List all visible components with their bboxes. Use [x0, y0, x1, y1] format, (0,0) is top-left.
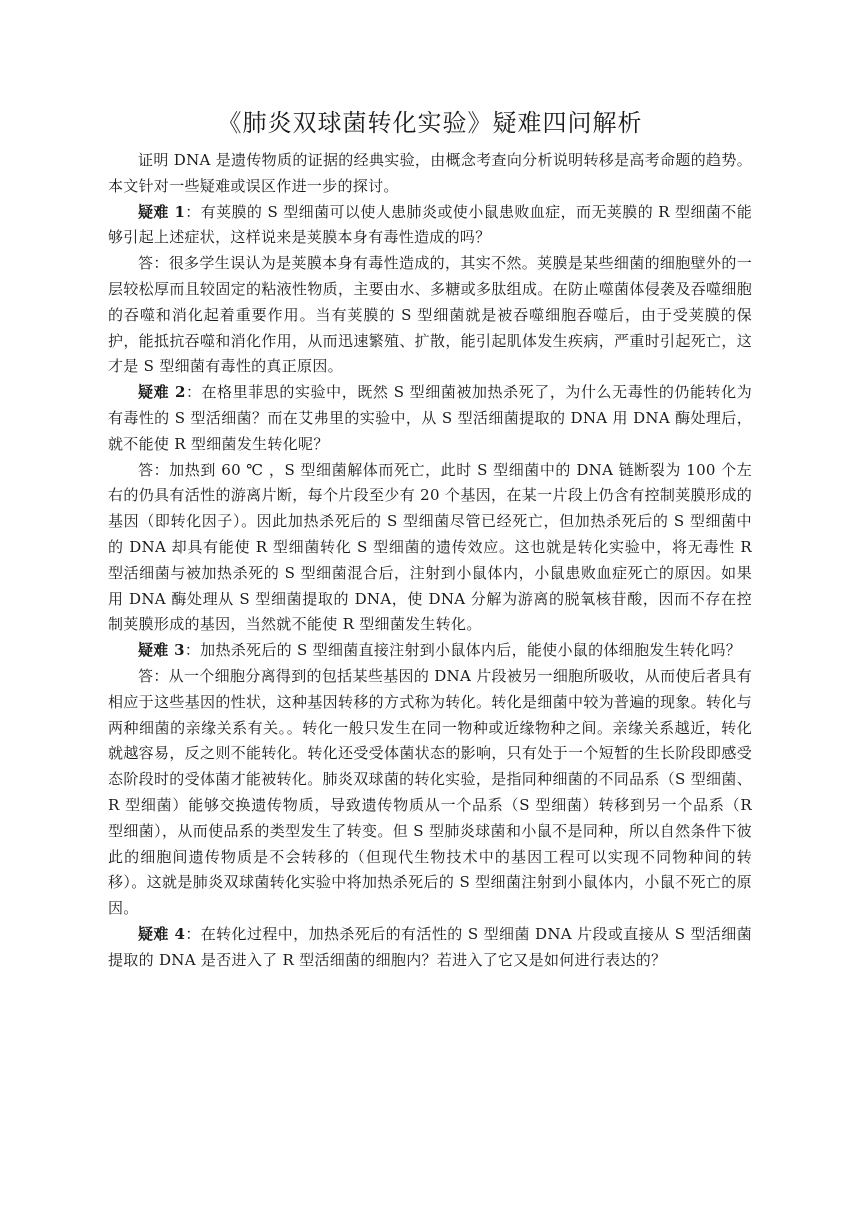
question-3-text: ：加热杀死后的 S 型细菌直接注射到小鼠体内后，能使小鼠的体细胞发生转化吗？	[184, 641, 742, 660]
question-3-paragraph	[108, 638, 752, 664]
question-2-label: 疑难 2	[138, 383, 186, 402]
answer-1-paragraph: 答：很多学生误认为是荚膜本身有毒性造成的，其实不然。荚膜是某些细菌的细胞壁外的一层较松厚而且较固定的粘液性物质，主要由水、多糖或多肽组成。在防止噬菌体侵袭及吞噬细胞的吞噬和消化起着重要作用。当有荚膜的 S 型细菌就是被吞噬细胞吞噬后，由于受荚膜的保护，能抵抗吞噬和消化作用，从而迅速繁殖、扩散，能引起肌体发生疾病，严重时引起死亡，这才是 S 型细菌有毒性的真正原因。	[108, 254, 752, 376]
question-1-label: 疑难 1	[138, 202, 186, 221]
question-2-text: ：在格里菲思的实验中，既然 S 型细菌被加热杀死了，为什么无毒性的仍能转化为有毒性的 S 型活细菌？而在艾弗里的实验中，从 S 型活细菌提取的 DNA 用 DNA 酶处理后，就不能使 R 型细菌发生转化呢？	[108, 383, 753, 453]
document-title: 《肺炎双球菌转化实验》疑难四问解析	[217, 109, 643, 137]
question-4-label: 疑难 4	[138, 924, 186, 943]
question-2-paragraph	[108, 380, 752, 457]
question-1-paragraph	[108, 200, 752, 252]
answer-2-paragraph: 答：加热到 60 ℃ ，S 型细菌解体而死亡，此时 S 型细菌中的 DNA 链断裂为 100 个左右的仍具有活性的游离片断，每个片段至少有 20 个基因，在某一片段上仍含有控制荚膜形成的基因（即转化因子）。因此加热杀死后的 S 型细菌尽管已经死亡，但加热杀死后的 S 型细菌中的 DNA 却具有能使 R 型细菌转化 S 型细菌的遗传效应。这也就是转化实验中，将无毒性 R 型活细菌与被加热杀死的 S 型细菌混合后，注射到小鼠体内，小鼠患败血症死亡的原因。如果用 DNA 酶处理从 S 型细菌提取的 DNA，使 DNA 分解为游离的脱氧核苷酸，因而不存在控制荚膜形成的基因，当然就不能使 R 型细菌发生转化。	[108, 460, 752, 634]
intro-paragraph: 证明 DNA 是遗传物质的证据的经典实验，由概念考查向分析说明转移是高考命题的趋势。本文针对一些疑难或误区作进一步的探讨。	[108, 151, 752, 195]
question-1-text: ：有荚膜的 S 型细菌可以使人患肺炎或使小鼠患败血症，而无荚膜的 R 型细菌不能够引起上述症状，这样说来是荚膜本身有毒性造成的吗？	[108, 202, 752, 247]
question-4-text: ：在转化过程中，加热杀死后的有活性的 S 型细菌 DNA 片段或直接从 S 型活细菌提取的 DNA 是否进入了 R 型活细菌的细胞内？若进入了它又是如何进行表达的？	[108, 924, 753, 969]
question-3-label: 疑难 3	[138, 641, 185, 660]
document-body	[108, 148, 752, 974]
question-4-paragraph	[108, 922, 752, 974]
answer-3-paragraph: 答：从一个细胞分离得到的包括某些基因的 DNA 片段被另一细胞所吸收，从而使后者具有相应于这些基因的性状，这种基因转移的方式称为转化。转化是细菌中较为普遍的现象。转化与两种细菌的亲缘关系有关。。转化一般只发生在同一物种或近缘物种之间。亲缘关系越近，转化就越容易，反之则不能转化。转化还受受体菌状态的影响，只有处于一个短暂的生长阶段即感受态阶段时的受体菌才能被转化。肺炎双球菌的转化实验，是指同种细菌的不同品系（S 型细菌、R 型细菌）能够交换遗传物质，导致遗传物质从一个品系（S 型细菌）转移到另一个品系（R 型细菌），从而使品系的类型发生了转变。但 S 型肺炎球菌和小鼠不是同种，所以自然条件下彼此的细胞间遗传物质是不会转移的（但现代生物技术中的基因工程可以实现不同物种间的转移）。这就是肺炎双球菌转化实验中将加热杀死后的 S 型细菌注射到小鼠体内，小鼠不死亡的原因。	[108, 666, 752, 918]
